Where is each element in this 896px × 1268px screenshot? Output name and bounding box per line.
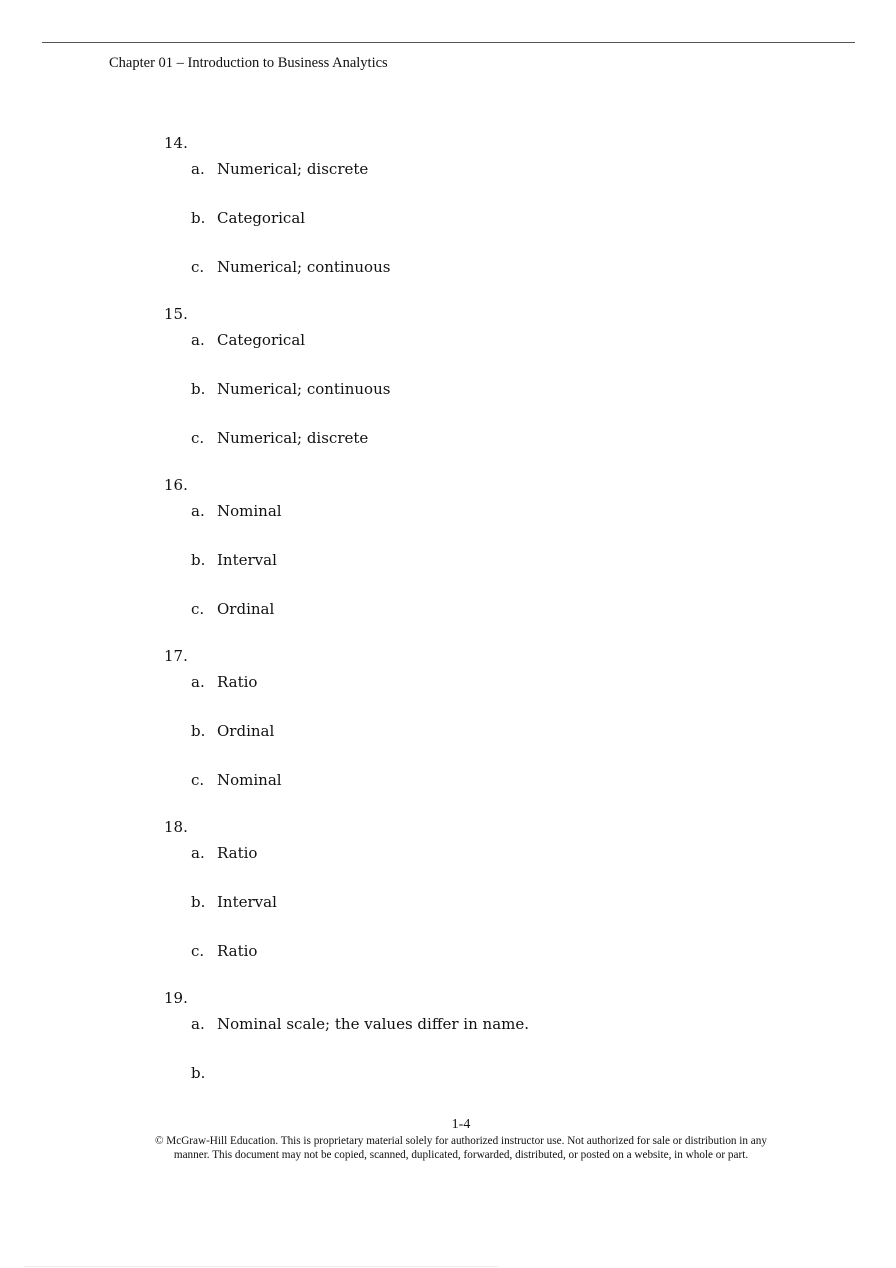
answer-letter: c. bbox=[191, 429, 205, 447]
answer-letter: b. bbox=[191, 1064, 206, 1082]
answer-item bbox=[191, 771, 282, 789]
page-header: Chapter 01 – Introduction to Business Analytics bbox=[109, 55, 388, 71]
question-number: 15. bbox=[164, 305, 188, 323]
answer-text: Nominal bbox=[217, 502, 282, 520]
answer-text: Ratio bbox=[217, 844, 258, 862]
answer-item bbox=[191, 1064, 217, 1082]
answer-item bbox=[191, 1015, 529, 1033]
answer-letter: c. bbox=[191, 600, 205, 618]
answer-letter: a. bbox=[191, 1015, 205, 1033]
answer-letter: b. bbox=[191, 209, 206, 227]
answer-item bbox=[191, 722, 274, 740]
page-bottom-edge bbox=[24, 1266, 499, 1267]
answer-item bbox=[191, 893, 277, 911]
answer-letter: b. bbox=[191, 893, 206, 911]
answer-item bbox=[191, 844, 257, 862]
answer-text: Categorical bbox=[217, 209, 306, 227]
answer-item bbox=[191, 502, 282, 520]
page-number: 1-4 bbox=[451, 1117, 471, 1132]
answer-letter: c. bbox=[191, 258, 205, 276]
answer-letter: b. bbox=[191, 380, 206, 398]
answer-text: Interval bbox=[217, 893, 277, 911]
answer-text: Numerical; discrete bbox=[217, 160, 369, 178]
answer-item bbox=[191, 380, 390, 398]
answer-item bbox=[191, 429, 368, 447]
answer-text: Interval bbox=[217, 551, 277, 569]
answer-item bbox=[191, 160, 368, 178]
answer-letter: a. bbox=[191, 673, 205, 691]
answer-item bbox=[191, 209, 305, 227]
header-rule bbox=[42, 42, 855, 43]
answer-letter: c. bbox=[191, 942, 205, 960]
answer-item bbox=[191, 551, 277, 569]
answer-text: Numerical; continuous bbox=[217, 380, 391, 398]
copyright-notice bbox=[0, 1134, 896, 1162]
copyright-line-1: © McGraw-Hill Education. This is proprietary material solely for authorized instructor use. Not authorized for sale or distribution in any bbox=[155, 1135, 767, 1147]
answer-letter: a. bbox=[191, 502, 205, 520]
answer-text: Ordinal bbox=[217, 600, 275, 618]
answer-text: Numerical; discrete bbox=[217, 429, 369, 447]
question-number: 19. bbox=[164, 989, 188, 1007]
answer-item bbox=[191, 331, 305, 349]
answer-text: Nominal scale; the values differ in name. bbox=[217, 1015, 530, 1033]
answer-letter: c. bbox=[191, 771, 205, 789]
answer-text: Ordinal bbox=[217, 722, 275, 740]
question-number: 17. bbox=[164, 647, 188, 665]
answer-item bbox=[191, 673, 257, 691]
answer-letter: b. bbox=[191, 551, 206, 569]
answer-letter: b. bbox=[191, 722, 206, 740]
answer-item bbox=[191, 258, 390, 276]
question-number: 14. bbox=[164, 134, 188, 152]
answer-text: Ratio bbox=[217, 942, 258, 960]
answer-letter: a. bbox=[191, 844, 205, 862]
answer-letter: a. bbox=[191, 160, 205, 178]
answer-text: Numerical; continuous bbox=[217, 258, 391, 276]
answer-text: Nominal bbox=[217, 771, 282, 789]
answer-text: Ratio bbox=[217, 673, 258, 691]
question-number: 16. bbox=[164, 476, 188, 494]
answer-letter: a. bbox=[191, 331, 205, 349]
copyright-line-2: manner. This document may not be copied, scanned, duplicated, forwarded, distributed, or posted on a website, in whole or part. bbox=[173, 1149, 749, 1161]
answer-item bbox=[191, 942, 257, 960]
question-number: 18. bbox=[164, 818, 188, 836]
answer-text: Categorical bbox=[217, 331, 306, 349]
answer-item bbox=[191, 600, 274, 618]
